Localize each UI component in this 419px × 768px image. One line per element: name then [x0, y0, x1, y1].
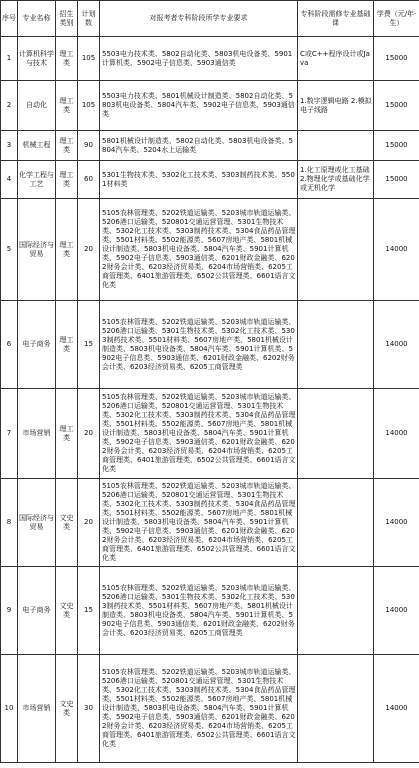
- header-plan: 计划数: [78, 1, 100, 37]
- major-requirement: 5105农林管理类、5202铁道运输类、5203城市轨道运输类、5206港口运输类、520801交通运营管理、5301生物技术类、5302化工技术类、5303制药技术类、5304食品药品管理类、5501材料类、5502能源类、5607房地产类、5801机械设计制造类、5803机电设备类、5804汽车类、5901计算机类、5902电子信息类、5903通信类、6201财政金融类、6202财务会计类、6203经济贸易类、6204市场营销类、6205工商管理类、6401旅游管理类、6502公共管理类、6601语言文化类: [100, 479, 298, 567]
- tuition: 15000: [374, 81, 419, 131]
- major-name: 市场营销: [18, 655, 56, 763]
- header-tuition: 学费（元/年·生）: [374, 1, 419, 37]
- major-requirement: 5503电力技术类、5801机械设计制造类、5802自动化类、5803机电设备类、5804汽车类、5902电子信息类、5903通信类: [100, 81, 298, 131]
- table-row: [1, 37, 419, 81]
- tuition: 14000: [374, 655, 419, 763]
- category: 理工类: [56, 81, 78, 131]
- row-number: 5: [1, 199, 18, 301]
- category: 文史类: [56, 655, 78, 763]
- basic-courses: C或C++程序设计或Java: [298, 37, 374, 81]
- plan-count: 15: [78, 567, 100, 655]
- plan-count: 20: [78, 479, 100, 567]
- table-row: [1, 479, 419, 567]
- table-row: [1, 81, 419, 131]
- table-row: [1, 567, 419, 655]
- table-row: [1, 301, 419, 389]
- plan-count: 30: [78, 655, 100, 763]
- category: 理工类: [56, 301, 78, 389]
- row-number: 3: [1, 131, 18, 161]
- table-row: [1, 655, 419, 763]
- category: 理工类: [56, 161, 78, 199]
- tuition: 14000: [374, 567, 419, 655]
- table-row: [1, 131, 419, 161]
- tuition: 15000: [374, 131, 419, 161]
- major-name: 国际经济与贸易: [18, 199, 56, 301]
- basic-courses: [298, 199, 374, 301]
- header-major: 专业名称: [18, 1, 56, 37]
- row-number: 8: [1, 479, 18, 567]
- major-name: 化学工程与工艺: [18, 161, 56, 199]
- major-requirement: 5105农林管理类、5202铁道运输类、5203城市轨道运输类、5206港口运输类、5301生物技术类、5302化工技术类、5303制药技术类、5501材料类、5607房地产类、5801机械设计制造类、5803机电设备类、5804汽车类、5901计算机类、5902电子信息类、5903通信类、6201财政金融类、6202财务会计类、6203经济贸易类、6205工商管理类: [100, 301, 298, 389]
- tuition: 14000: [374, 389, 419, 479]
- plan-count: 105: [78, 81, 100, 131]
- major-name: 电子商务: [18, 567, 56, 655]
- plan-count: 20: [78, 199, 100, 301]
- tuition: 14000: [374, 199, 419, 301]
- major-requirement: 5105农林管理类、5202铁道运输类、5203城市轨道运输类、5206港口运输类、520801交通运营管理、5301生物技术类、5302化工技术类、5303制药技术类、5304食品药品管理类、5501材料类、5502能源类、5607房地产类、5801机械设计制造类、5803机电设备类、5804汽车类、5901计算机类、5902电子信息类、5903通信类、6201财政金融类、6202财务会计类、6203经济贸易类、6204市场营销类、6205工商管理类、6401旅游管理类、6502公共管理类、6601语言文化类: [100, 199, 298, 301]
- category: 理工类: [56, 389, 78, 479]
- plan-count: 15: [78, 301, 100, 389]
- major-requirement: 5105农林管理类、5202铁道运输类、5203城市轨道运输类、5206港口运输类、520801交通运营管理、5301生物技术类、5302化工技术类、5303制药技术类、5304食品药品管理类、5501材料类、5502能源类、5607房地产类、5801机械设计制造类、5803机电设备类、5804汽车类、5901计算机类、5902电子信息类、5903通信类、6201财政金融类、6202财务会计类、6203经济贸易类、6204市场营销类、6205工商管理类、6401旅游管理类、6502公共管理类、6601语言文化类: [100, 389, 298, 479]
- major-name: 计算机科学与技术: [18, 37, 56, 81]
- plan-count: 105: [78, 37, 100, 81]
- table-row: [1, 199, 419, 301]
- basic-courses: 1.化工原理或化工基础 2.物理化学或基础化学或无机化学: [298, 161, 374, 199]
- plan-count: 20: [78, 389, 100, 479]
- plan-count: 60: [78, 161, 100, 199]
- basic-courses: [298, 567, 374, 655]
- tuition: 15000: [374, 37, 419, 81]
- header-basic-courses: 专科阶段需修专业基础课: [298, 1, 374, 37]
- basic-courses: [298, 301, 374, 389]
- category: 理工类: [56, 37, 78, 81]
- row-number: 4: [1, 161, 18, 199]
- category: 文史类: [56, 479, 78, 567]
- major-name: 机械工程: [18, 131, 56, 161]
- table-body: [1, 37, 419, 763]
- row-number: 2: [1, 81, 18, 131]
- basic-courses: 1.数字逻辑电路 2.模拟电子线路: [298, 81, 374, 131]
- tuition: 14000: [374, 479, 419, 567]
- header-requirement: 对报考者专科阶段所学专业要求: [100, 1, 298, 37]
- category: 文史类: [56, 567, 78, 655]
- major-name: 国际经济与贸易: [18, 479, 56, 567]
- basic-courses: [298, 479, 374, 567]
- tuition: 14000: [374, 301, 419, 389]
- basic-courses: [298, 389, 374, 479]
- row-number: 9: [1, 567, 18, 655]
- row-number: 1: [1, 37, 18, 81]
- major-name: 电子商务: [18, 301, 56, 389]
- major-requirement: 5503电力技术类、5802自动化类、5803机电设备类、5901计算机类、5902电子信息类、5903通信类: [100, 37, 298, 81]
- tuition: 15000: [374, 161, 419, 199]
- row-number: 10: [1, 655, 18, 763]
- major-requirement: 5801机械设计制造类、5802自动化类、5803机电设备类、5804汽车类、5204水上运输类: [100, 131, 298, 161]
- row-number: 6: [1, 301, 18, 389]
- major-requirement: 5105农林管理类、5202铁道运输类、5203城市轨道运输类、5206港口运输类、520801交通运营管理、5301生物技术类、5302化工技术类、5303制药技术类、5304食品药品管理类、5501材料类、5502能源类、5607房地产类、5801机械设计制造类、5803机电设备类、5804汽车类、5901计算机类、5902电子信息类、5903通信类、6201财政金融类、6202财务会计类、6203经济贸易类、6204市场营销类、6205工商管理类、6401旅游管理类、6502公共管理类、6601语言文化类: [100, 655, 298, 763]
- table-row: [1, 389, 419, 479]
- basic-courses: [298, 655, 374, 763]
- table-row: [1, 161, 419, 199]
- category: 理工类: [56, 199, 78, 301]
- category: 理工类: [56, 131, 78, 161]
- major-requirement: 5301生物技术类、5302化工技术类、5303制药技术类、5501材料类: [100, 161, 298, 199]
- header-no: 序号: [1, 1, 18, 37]
- major-name: 自动化: [18, 81, 56, 131]
- row-number: 7: [1, 389, 18, 479]
- major-name: 市场营销: [18, 389, 56, 479]
- header-row: [1, 1, 419, 37]
- header-category: 招生类别: [56, 1, 78, 37]
- plan-count: 90: [78, 131, 100, 161]
- basic-courses: [298, 131, 374, 161]
- major-requirement: 5105农林管理类、5202铁道运输类、5203城市轨道运输类、5206港口运输类、5301生物技术类、5302化工技术类、5303制药技术类、5501材料类、5607房地产类、5801机械设计制造类、5803机电设备类、5804汽车类、5901计算机类、5902电子信息类、5903通信类、6201财政金融类、6202财务会计类、6203经济贸易类、6205工商管理类: [100, 567, 298, 655]
